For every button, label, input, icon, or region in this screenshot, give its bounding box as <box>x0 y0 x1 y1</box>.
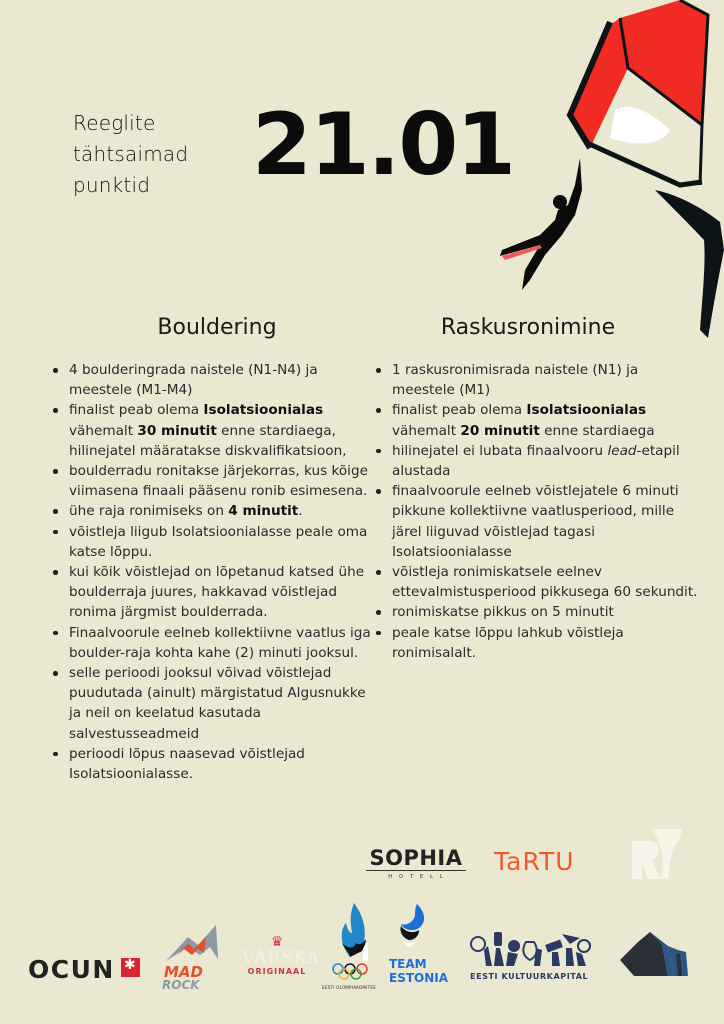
sophia-hotell-logo <box>366 847 466 880</box>
madrock-line2: ROCK <box>162 978 200 991</box>
rule-text: kui kõik võistlejad on lõpetanud katsed ühe boulderraja juures, hakkavad võistlejad ronima järgmist boulderrada. <box>69 564 365 621</box>
emphasis-text: 20 minutit <box>460 422 540 439</box>
team-estonia-flame-icon <box>389 904 429 952</box>
sophia-name: SOPHIA <box>366 847 466 871</box>
bouldering-rules-list <box>35 360 375 784</box>
rule-text: boulderradu ronitakse järjekorras, kus kõige viimasena finaali pääsenu ronib esimesena. <box>69 463 368 500</box>
bouldering-rule-item <box>69 501 375 521</box>
rule-text: finaalvoorule eelneb võistlejatele 6 minuti pikkune kollektiivne vaatlusperiood, mille järel liiguvad võistlejad tagasi Isolatsioonialasse <box>392 483 679 560</box>
olympic-flame-icon <box>328 903 376 985</box>
climbing-gym-r-logo <box>630 827 684 883</box>
rule-text: ühe raja ronimiseks on <box>69 503 229 520</box>
lead-rule-item <box>392 602 698 622</box>
lead-rule-item <box>392 360 698 400</box>
varska-sub: ORIGINAAL <box>247 967 307 976</box>
rule-text: enne stardiaega, hilinejatel määratakse diskvalifikatsioon, <box>69 422 347 459</box>
kultuurkapital-caption: EESTI KULTUURKAPITAL <box>470 972 589 981</box>
rule-text: ronimiskatse pikkus on 5 minutit <box>392 604 614 621</box>
bouldering-rule-item <box>69 522 375 562</box>
bouldering-rule-item <box>69 663 375 744</box>
bouldering-rule-item <box>69 360 375 400</box>
lead-title: Raskusronimine <box>440 315 616 340</box>
rule-text: vähemalt <box>392 422 461 439</box>
header-label-line: punktid <box>73 173 151 197</box>
header-label-line: tähtsaimad <box>73 142 189 166</box>
ocun-emblem-icon <box>121 958 140 977</box>
rule-text: . <box>298 503 303 520</box>
eok-caption: EESTI OLÜMPIAKOMITEE <box>322 985 377 990</box>
lead-rules-list <box>358 360 698 663</box>
rule-text: võistleja ronimiskatsele eelnev ettevalmistusperiood pikkusega 60 sekundit. <box>392 564 698 601</box>
climber-illustration <box>480 0 724 340</box>
varska-name: VÄRSKA <box>242 948 321 968</box>
rule-text: 1 raskusronimisrada naistele (N1) ja meestele (M1) <box>392 362 639 399</box>
bouldering-rule-item <box>69 400 375 461</box>
team-estonia-line1: TEAM <box>389 957 427 971</box>
header-label <box>73 108 188 201</box>
bouldering-rule-item <box>69 623 375 663</box>
emphasis-text: 4 minutit <box>228 503 299 520</box>
rule-text: selle perioodi jooksul võivad võistlejad puudutada (ainult) märgistatud Algusnukke ja neil on keelatud kasutada salvestusseadmeid <box>69 665 366 742</box>
team-estonia-line2: ESTONIA <box>389 971 449 985</box>
sophia-sub: HOTELL <box>388 874 450 880</box>
crown-icon: ♛ <box>270 934 284 950</box>
bouldering-rule-item <box>69 461 375 501</box>
team-estonia-logo <box>389 904 449 985</box>
madrock-line1: MAD <box>164 963 203 981</box>
bouldering-rule-item <box>69 744 375 784</box>
rule-text: finalist peab olema <box>392 402 527 419</box>
bouldering-title: Bouldering <box>157 315 277 340</box>
bouldering-section <box>35 312 375 784</box>
emphasis-text: Isolatsioonialas <box>526 402 647 419</box>
ocun-logo: OCUN <box>28 955 115 984</box>
eesti-kultuurkapital-logo <box>470 932 592 981</box>
rule-text: perioodi lõpus naasevad võistlejad Isolatsioonialasse. <box>69 745 305 783</box>
tartu-logo: TaRTU <box>494 847 575 876</box>
rule-text: finalist peab olema <box>69 402 204 419</box>
rule-text: peale katse lõppu lahkub võistleja ronimisalalt. <box>392 624 624 661</box>
event-date: 21.01 <box>252 95 515 195</box>
boulder-hold-icon <box>570 0 724 338</box>
rule-text: hilinejatel ei lubata finaalvooru <box>392 442 608 459</box>
lead-rule-item <box>392 400 698 440</box>
eesti-olumpiakomitee-logo <box>322 903 377 990</box>
emphasis-text: 30 minutit <box>137 422 217 439</box>
emphasis-text: Isolatsioonialas <box>203 402 324 419</box>
lead-rule-item <box>392 623 698 663</box>
bouldering-rule-item <box>69 562 375 623</box>
rule-text: 4 boulderingrada naistele (N1-N4) ja meestele (M1-M4) <box>69 362 318 399</box>
italic-text: lead <box>607 442 637 459</box>
rule-text: enne stardiaega <box>539 422 655 439</box>
climber-silhouette-icon <box>500 158 582 290</box>
rule-text: vähemalt <box>69 422 138 439</box>
mad-rock-logo <box>158 925 228 991</box>
kultuurkapital-figures-icon <box>470 932 592 966</box>
rule-text: võistleja liigub Isolatsioonialasse peale oma katse lõppu. <box>69 523 368 560</box>
rock-logo <box>620 932 690 976</box>
lead-rule-item <box>392 481 698 562</box>
lead-rule-item <box>392 562 698 602</box>
lead-rule-item <box>392 441 698 481</box>
lead-section <box>358 312 698 663</box>
varska-logo <box>242 934 321 976</box>
rule-text: Finaalvoorule eelneb kollektiivne vaatlus iga boulder-raja kohta kahe (2) minuti jooksul. <box>69 624 371 661</box>
rule-text: -etapil alustada <box>392 442 680 480</box>
header-label-line: Reeglite <box>73 111 156 135</box>
